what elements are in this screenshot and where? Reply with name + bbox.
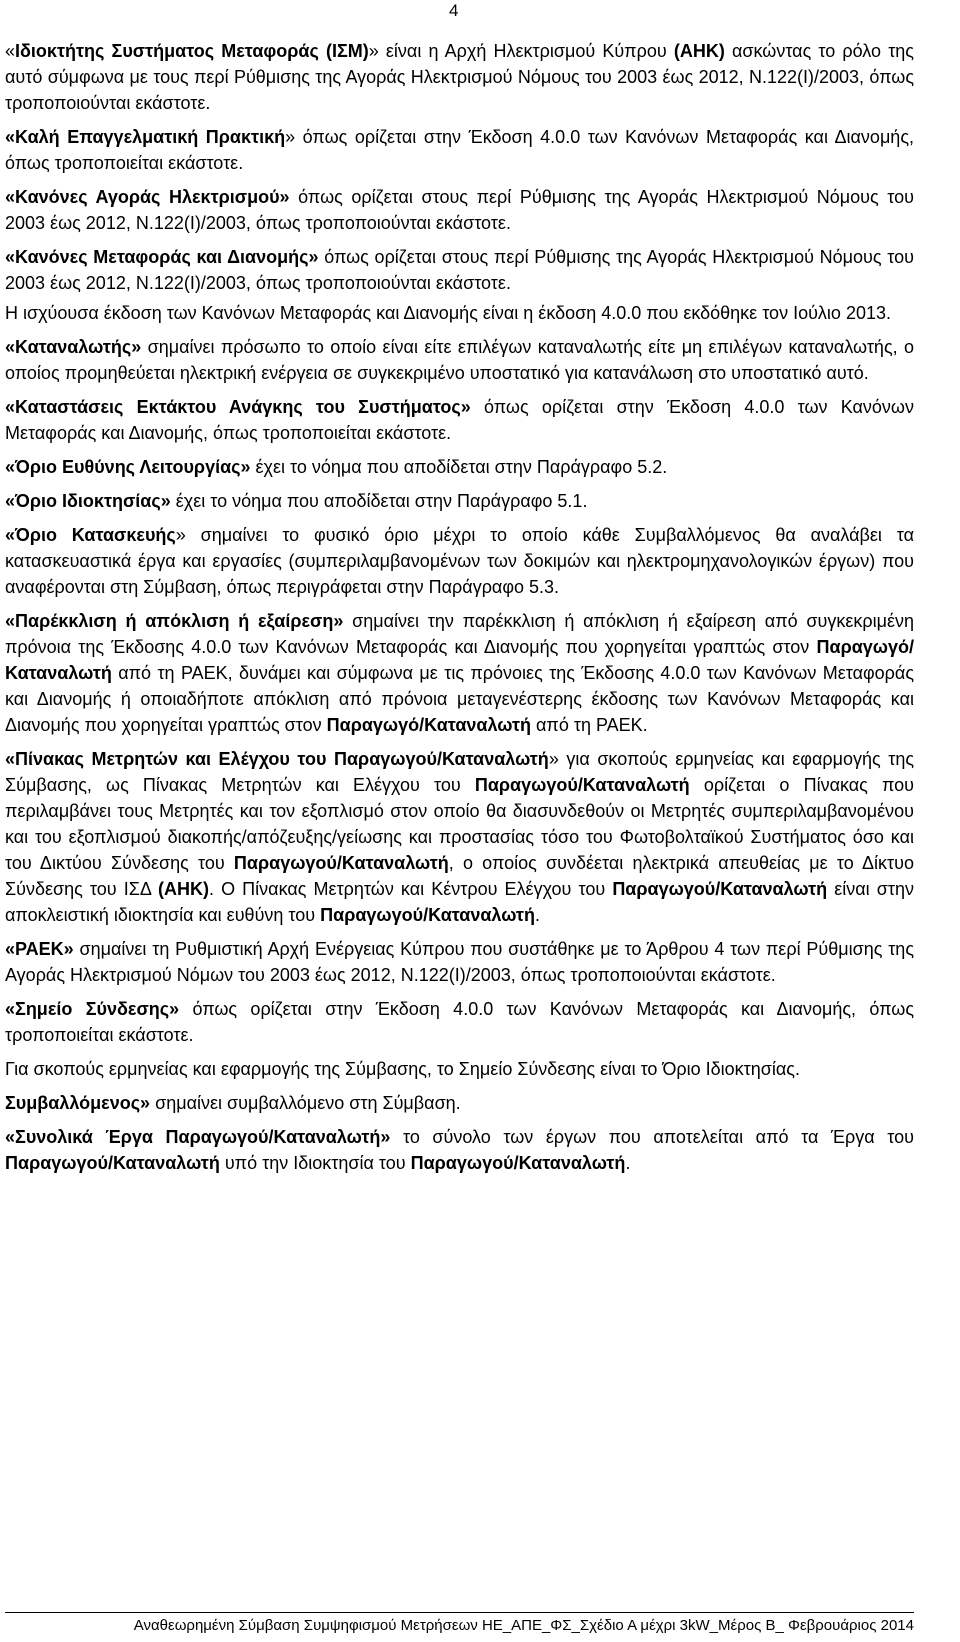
definition-text: σημαίνει τη Ρυθμιστική Αρχή Ενέργειας Κύπρου που συστάθηκε με το Άρθρου 4 των περί Ρύθμισης της Αγοράς Ηλεκτρισμού Νόμων του 2003 έως 2012, Ν.122(Ι)/2003, όπως τροποποιούνται εκάστοτε. bbox=[5, 939, 914, 985]
defined-term: (ΑΗΚ) bbox=[673, 41, 725, 61]
defined-term: «Συνολικά Έργα Παραγωγού/Καταναλωτή» bbox=[5, 1127, 391, 1147]
definition-text: το σύνολο των έργων που αποτελείται από τα Έργα του bbox=[390, 1127, 914, 1147]
definition-text: » σημαίνει το φυσικό όριο μέχρι το οποίο κάθε Συμβαλλόμενος θα αναλάβει τα κατασκευαστικά έργα και εργασίες (συμπεριλαμβανομένων των δοκιμών και ηλεκτρομηχανολογικών έργων) που αναφέρονται στη Σύμβαση, όπως περιγράφεται στην Παράγραφο 5.3. bbox=[5, 525, 914, 597]
defined-term: «Καταναλωτής» bbox=[5, 337, 142, 357]
definition-paragraph bbox=[5, 1124, 914, 1176]
defined-term: Παραγωγού/Καταναλωτή bbox=[474, 775, 690, 795]
definition-paragraph bbox=[5, 394, 914, 446]
defined-term: «Όριο Ευθύνης Λειτουργίας» bbox=[5, 457, 251, 477]
definition-paragraph bbox=[5, 334, 914, 386]
definition-text: Η ισχύουσα έκδοση των Κανόνων Μεταφοράς και Διανομής είναι η έκδοση 4.0.0 που εκδόθηκε τον Ιούλιο 2013. bbox=[5, 303, 891, 323]
defined-term: Παραγωγού/Καταναλωτή bbox=[233, 853, 449, 873]
definition-paragraph bbox=[5, 608, 914, 738]
definition-paragraph bbox=[5, 454, 914, 480]
defined-term: «Όριο Ιδιοκτησίας» bbox=[5, 491, 171, 511]
definition-text: είναι στην αποκλειστική ιδιοκτησία και ευθύνη του bbox=[5, 879, 914, 925]
definitions-body bbox=[5, 38, 914, 1184]
defined-term: Παραγωγού/Καταναλωτή bbox=[612, 879, 828, 899]
definition-paragraph bbox=[5, 184, 914, 236]
defined-term: «Πίνακας Μετρητών και Ελέγχου του Παραγωγού/Καταναλωτή bbox=[5, 749, 549, 769]
definition-text: Για σκοπούς ερμηνείας και εφαρμογής της Σύμβασης, το Σημείο Σύνδεσης είναι το Όριο Ιδιοκτησίας. bbox=[5, 1059, 800, 1079]
definition-text: ασκώντας το ρόλο της αυτό σύμφωνα με τους περί Ρύθμισης της Αγοράς Ηλεκτρισμού Νόμους του 2003 έως 2012, Ν.122(Ι)/2003, όπως τροποποιούνται εκάστοτε. bbox=[5, 41, 914, 113]
definition-text: από τη ΡΑΕΚ, δυνάμει και σύμφωνα με τις πρόνοιες της Έκδοσης 4.0.0 των Κανόνων Μεταφοράς και Διανομής ή οποιαδήποτε απόκλιση από πρόνοια μεταγενέστερης έκδοσης των Κανόνων Μεταφοράς και Διανομής που χορηγείται γραπτώς στον bbox=[5, 663, 914, 735]
defined-term: «Κανόνες Μεταφοράς και Διανομής» bbox=[5, 247, 319, 267]
definition-text: , ο οποίος συνδέεται ηλεκτρικά απευθείας με το Δίκτυο Σύνδεσης του ΙΣΔ bbox=[5, 853, 914, 899]
definition-paragraph bbox=[5, 936, 914, 988]
defined-term: «Όριο Κατασκευής bbox=[5, 525, 176, 545]
definition-paragraph bbox=[5, 488, 914, 514]
definition-paragraph bbox=[5, 746, 914, 928]
defined-term: «ΡΑΕΚ» bbox=[5, 939, 74, 959]
definition-text: όπως ορίζεται στην Έκδοση 4.0.0 των Κανόνων Μεταφοράς και Διανομής, όπως τροποποιείται εκάστοτε. bbox=[5, 999, 914, 1045]
defined-term: Συμβαλλόμενος» bbox=[5, 1093, 151, 1113]
definition-text: όπως ορίζεται στην Έκδοση 4.0.0 των Κανόνων Μεταφοράς και Διανομής, όπως τροποποιείται εκάστοτε. bbox=[5, 397, 914, 443]
definition-text: σημαίνει συμβαλλόμενο στη Σύμβαση. bbox=[150, 1093, 461, 1113]
definition-text: υπό την Ιδιοκτησία του bbox=[219, 1153, 411, 1173]
defined-term: «Καλή Επαγγελματική Πρακτική bbox=[5, 127, 286, 147]
definition-text: « bbox=[5, 41, 16, 61]
definition-text: » για σκοπούς ερμηνείας και εφαρμογής της Σύμβασης, ως Πίνακας Μετρητών και Ελέγχου του bbox=[5, 749, 915, 795]
definition-paragraph bbox=[5, 1090, 914, 1116]
definition-text: όπως ορίζεται στους περί Ρύθμισης της Αγοράς Ηλεκτρισμού Νόμους του 2003 έως 2012, Ν.122(Ι)/2003, όπως τροποποιούνται εκάστοτε. bbox=[5, 247, 914, 293]
defined-term: Παραγωγού/Καταναλωτή bbox=[320, 905, 535, 925]
definition-paragraph bbox=[5, 38, 914, 116]
defined-term: «Κανόνες Αγοράς Ηλεκτρισμού» bbox=[5, 187, 290, 207]
definition-text: . bbox=[625, 1153, 631, 1173]
defined-term: Παραγωγό/Καταναλωτή bbox=[5, 637, 914, 683]
defined-term: Παραγωγού/Καταναλωτή bbox=[5, 1153, 220, 1173]
definition-paragraph bbox=[5, 244, 914, 296]
page-number: 4 bbox=[449, 1, 459, 20]
definition-text: έχει το νόημα που αποδίδεται στην Παράγραφο 5.2. bbox=[250, 457, 668, 477]
definition-paragraph bbox=[5, 300, 914, 326]
defined-term: «Καταστάσεις Εκτάκτου Ανάγκης του Συστήματος» bbox=[5, 397, 471, 417]
definition-paragraph bbox=[5, 522, 914, 600]
defined-term: Παραγωγού/Καταναλωτή bbox=[410, 1153, 626, 1173]
definition-text: έχει το νόημα που αποδίδεται στην Παράγραφο 5.1. bbox=[170, 491, 588, 511]
definition-text: ορίζεται ο Πίνακας που περιλαμβάνει τους Μετρητές και τον εξοπλισμό στον οποίο θα διασυνδεθούν οι Μετρητές συμπεριλαμβανομένου και του εξοπλισμού διακοπής/απόζευξης/γείωσης και προστασίας τόσο του Φωτοβολταϊκού Συστήματος όσο και του Δικτύου Σύνδεσης του bbox=[5, 775, 914, 873]
definition-paragraph bbox=[5, 124, 914, 176]
definition-text: . Ο Πίνακας Μετρητών και Κέντρου Ελέγχου του bbox=[208, 879, 613, 899]
definition-text: από τη ΡΑΕΚ. bbox=[531, 715, 648, 735]
defined-term: «Παρέκκλιση ή απόκλιση ή εξαίρεση» bbox=[5, 611, 344, 631]
definition-text: σημαίνει πρόσωπο το οποίο είναι είτε επιλέγων καταναλωτής είτε μη επιλέγων καταναλωτής, ο οποίος προμηθεύεται ηλεκτρική ενέργεια σε συγκεκριμένο υποστατικό για κατανάλωση στο υποστατικό αυτό. bbox=[5, 337, 914, 383]
definition-text: σημαίνει την παρέκκλιση ή απόκλιση ή εξαίρεση από συγκεκριμένη πρόνοια της Έκδοσης 4.0.0 των Κανόνων Μεταφοράς και Διανομής που χορηγείται γραπτώς στον bbox=[5, 611, 915, 657]
defined-term: Ιδιοκτήτης Συστήματος Μεταφοράς (ΙΣΜ) bbox=[15, 41, 369, 61]
definition-text: » όπως ορίζεται στην Έκδοση 4.0.0 των Κανόνων Μεταφοράς και Διανομής, όπως τροποποιείται εκάστοτε. bbox=[5, 127, 914, 173]
defined-term: Παραγωγό/Καταναλωτή bbox=[326, 715, 531, 735]
defined-term: «Σημείο Σύνδεσης» bbox=[5, 999, 180, 1019]
definition-text: όπως ορίζεται στους περί Ρύθμισης της Αγοράς Ηλεκτρισμού Νόμους του 2003 έως 2012, Ν.122(Ι)/2003, όπως τροποποιούνται εκάστοτε. bbox=[5, 187, 914, 233]
defined-term: (ΑΗΚ) bbox=[157, 879, 209, 899]
document-footer: Αναθεωρημένη Σύμβαση Συμψηφισμού Μετρήσεων ΗΕ_ΑΠΕ_ΦΣ_Σχέδιο Α μέχρι 3kW_Μέρος Β_ Φεβρουάριος 2014 bbox=[5, 1612, 914, 1636]
definition-text: . bbox=[534, 905, 540, 925]
definition-paragraph bbox=[5, 1056, 914, 1082]
definition-text: » είναι η Αρχή Ηλεκτρισμού Κύπρου bbox=[368, 41, 674, 61]
definition-paragraph bbox=[5, 996, 914, 1048]
